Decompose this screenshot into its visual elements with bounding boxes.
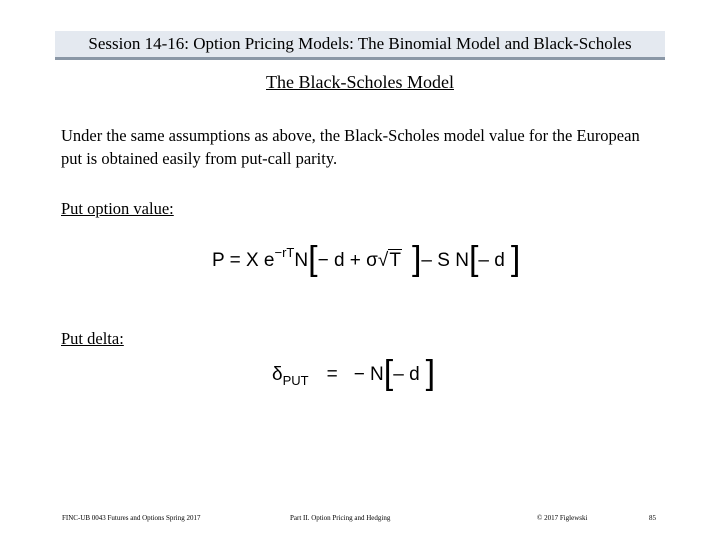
left-bracket-icon: [ bbox=[308, 240, 318, 278]
slide-title: The Black-Scholes Model bbox=[266, 72, 454, 92]
body-paragraph: Under the same assumptions as above, the Black-Scholes model value for the European put is obtained easily from put-call parity. bbox=[61, 126, 640, 168]
formula-inner2: – d bbox=[478, 250, 505, 271]
left-bracket-icon: [ bbox=[383, 354, 394, 392]
formula-rest: – S N bbox=[421, 250, 469, 271]
slide-header bbox=[55, 31, 665, 60]
footer-course: FINC-UB 0043 Futures and Options Spring 2017 bbox=[62, 514, 201, 522]
footer-part: Part II. Option Pricing and Hedging bbox=[290, 514, 391, 522]
formula-n1: N bbox=[294, 250, 309, 271]
right-bracket-icon: ] bbox=[510, 240, 521, 278]
footer-page-number: 85 bbox=[649, 514, 656, 522]
footer-copyright: © 2017 Figlewski bbox=[537, 514, 588, 522]
formula-delta-sub: PUT bbox=[282, 372, 309, 388]
put-delta-label: Put delta: bbox=[61, 329, 124, 348]
right-bracket-icon: ] bbox=[411, 240, 422, 278]
put-option-value-label: Put option value: bbox=[61, 199, 174, 218]
formula-p-term: P = X e bbox=[212, 250, 275, 271]
formula-delta: δ bbox=[272, 364, 283, 385]
formula-exponent: −rT bbox=[274, 244, 295, 260]
formula-equals: = bbox=[326, 364, 338, 385]
formula-inner1: − d + σ bbox=[317, 250, 378, 271]
left-bracket-icon: [ bbox=[468, 240, 479, 278]
formula-delta-inner: – d bbox=[393, 364, 420, 385]
header-text: Session 14-16: Option Pricing Models: The Binomial Model and Black-Scholes bbox=[88, 34, 632, 53]
formula-rhs: − N bbox=[353, 364, 384, 385]
put-delta-formula bbox=[272, 354, 436, 392]
sqrt-icon: √T bbox=[377, 250, 401, 271]
put-value-formula bbox=[212, 240, 521, 278]
right-bracket-icon: ] bbox=[425, 354, 436, 392]
formula-sqrt-t: T bbox=[389, 250, 401, 271]
